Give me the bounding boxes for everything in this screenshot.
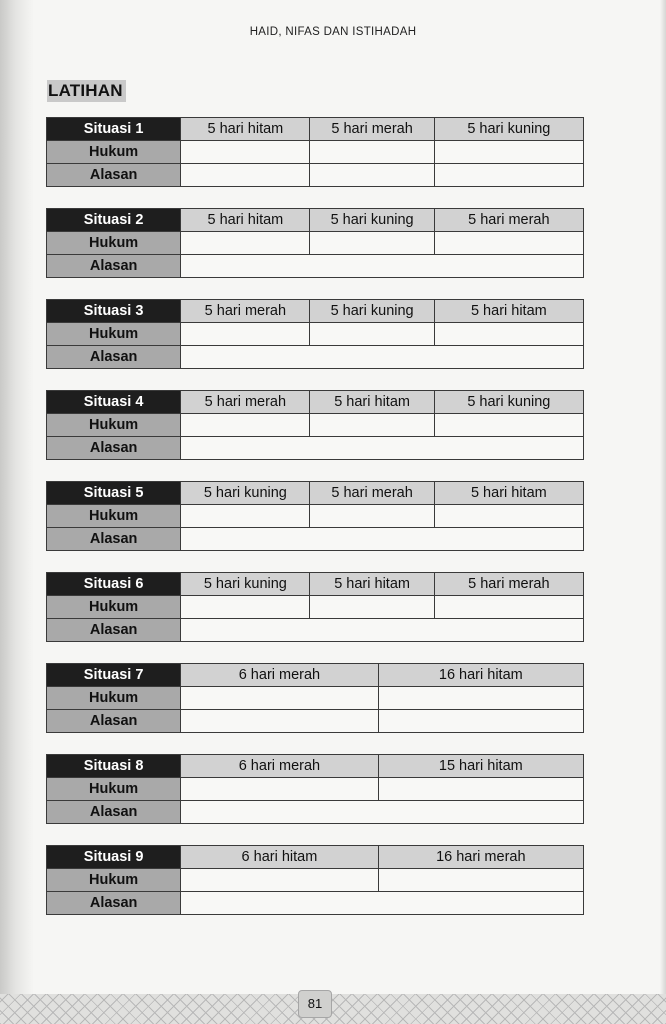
situasi-title: Situasi 1 (47, 118, 181, 141)
alasan-answer-cell[interactable] (181, 710, 378, 733)
alasan-label: Alasan (47, 801, 181, 824)
hukum-answer-cell[interactable] (434, 505, 583, 528)
period-header-cell: 5 hari merah (181, 391, 310, 414)
alasan-label: Alasan (47, 437, 181, 460)
hukum-answer-cell[interactable] (181, 323, 310, 346)
period-header-cell: 5 hari merah (434, 209, 583, 232)
situasi-table (46, 572, 584, 642)
period-header-cell: 5 hari merah (181, 300, 310, 323)
hukum-answer-cell[interactable] (181, 141, 310, 164)
alasan-answer-cell[interactable] (434, 164, 583, 187)
alasan-answer-cell[interactable] (378, 710, 583, 733)
hukum-answer-cell[interactable] (310, 596, 434, 619)
situasi-title: Situasi 9 (47, 846, 181, 869)
hukum-answer-cell[interactable] (181, 596, 310, 619)
situasi-title: Situasi 8 (47, 755, 181, 778)
situasi-title: Situasi 6 (47, 573, 181, 596)
period-header-cell: 5 hari kuning (310, 209, 434, 232)
hukum-label: Hukum (47, 596, 181, 619)
period-header-cell: 5 hari kuning (310, 300, 434, 323)
period-header-cell: 5 hari hitam (434, 300, 583, 323)
alasan-label: Alasan (47, 710, 181, 733)
period-header-cell: 5 hari hitam (434, 482, 583, 505)
hukum-answer-cell[interactable] (434, 414, 583, 437)
period-header-cell: 6 hari merah (181, 755, 378, 778)
alasan-label: Alasan (47, 528, 181, 551)
hukum-answer-cell[interactable] (181, 869, 378, 892)
hukum-answer-cell[interactable] (310, 414, 434, 437)
hukum-label: Hukum (47, 414, 181, 437)
hukum-answer-cell[interactable] (434, 323, 583, 346)
situasi-title: Situasi 4 (47, 391, 181, 414)
hukum-answer-cell[interactable] (310, 323, 434, 346)
situasi-table (46, 208, 584, 278)
alasan-answer-cell[interactable] (181, 164, 310, 187)
alasan-answer-cell[interactable] (181, 619, 584, 642)
alasan-label: Alasan (47, 892, 181, 915)
situasi-table (46, 481, 584, 551)
situasi-table (46, 117, 584, 187)
hukum-label: Hukum (47, 141, 181, 164)
page-binding-shadow (0, 0, 34, 1024)
section-title: LATIHAN (47, 80, 126, 102)
hukum-answer-cell[interactable] (378, 687, 583, 710)
situasi-title: Situasi 5 (47, 482, 181, 505)
hukum-label: Hukum (47, 778, 181, 801)
period-header-cell: 16 hari merah (378, 846, 583, 869)
alasan-answer-cell[interactable] (181, 255, 584, 278)
hukum-answer-cell[interactable] (181, 505, 310, 528)
page-number: 81 (298, 990, 332, 1018)
alasan-label: Alasan (47, 346, 181, 369)
period-header-cell: 6 hari merah (181, 664, 378, 687)
period-header-cell: 5 hari kuning (434, 118, 583, 141)
alasan-answer-cell[interactable] (181, 346, 584, 369)
hukum-label: Hukum (47, 687, 181, 710)
period-header-cell: 5 hari hitam (310, 391, 434, 414)
situasi-table (46, 663, 584, 733)
situasi-title: Situasi 2 (47, 209, 181, 232)
hukum-answer-cell[interactable] (181, 687, 378, 710)
alasan-answer-cell[interactable] (181, 528, 584, 551)
hukum-answer-cell[interactable] (310, 232, 434, 255)
situasi-title: Situasi 3 (47, 300, 181, 323)
situasi-table (46, 299, 584, 369)
alasan-label: Alasan (47, 255, 181, 278)
hukum-answer-cell[interactable] (378, 869, 583, 892)
period-header-cell: 5 hari kuning (434, 391, 583, 414)
period-header-cell: 5 hari hitam (181, 118, 310, 141)
hukum-answer-cell[interactable] (434, 232, 583, 255)
hukum-answer-cell[interactable] (181, 414, 310, 437)
situasi-table (46, 390, 584, 460)
page-header: HAID, NIFAS DAN ISTIHADAH (249, 26, 417, 38)
situasi-title: Situasi 7 (47, 664, 181, 687)
period-header-cell: 5 hari kuning (181, 482, 310, 505)
situasi-table (46, 754, 584, 824)
hukum-label: Hukum (47, 323, 181, 346)
decorative-footer-border (0, 994, 666, 1024)
period-header-cell: 15 hari hitam (378, 755, 583, 778)
period-header-cell: 5 hari merah (310, 482, 434, 505)
alasan-answer-cell[interactable] (181, 801, 584, 824)
alasan-answer-cell[interactable] (310, 164, 434, 187)
period-header-cell: 5 hari hitam (181, 209, 310, 232)
period-header-cell: 16 hari hitam (378, 664, 583, 687)
period-header-cell: 6 hari hitam (181, 846, 378, 869)
period-header-cell: 5 hari hitam (310, 573, 434, 596)
page-right-edge (660, 0, 666, 1024)
alasan-label: Alasan (47, 164, 181, 187)
hukum-answer-cell[interactable] (434, 141, 583, 164)
alasan-answer-cell[interactable] (181, 437, 584, 460)
alasan-label: Alasan (47, 619, 181, 642)
hukum-answer-cell[interactable] (310, 141, 434, 164)
period-header-cell: 5 hari merah (310, 118, 434, 141)
hukum-answer-cell[interactable] (181, 232, 310, 255)
hukum-label: Hukum (47, 505, 181, 528)
period-header-cell: 5 hari merah (434, 573, 583, 596)
hukum-answer-cell[interactable] (181, 778, 378, 801)
alasan-answer-cell[interactable] (181, 892, 584, 915)
hukum-answer-cell[interactable] (310, 505, 434, 528)
hukum-answer-cell[interactable] (378, 778, 583, 801)
situasi-table (46, 845, 584, 915)
hukum-label: Hukum (47, 232, 181, 255)
hukum-answer-cell[interactable] (434, 596, 583, 619)
hukum-label: Hukum (47, 869, 181, 892)
period-header-cell: 5 hari kuning (181, 573, 310, 596)
